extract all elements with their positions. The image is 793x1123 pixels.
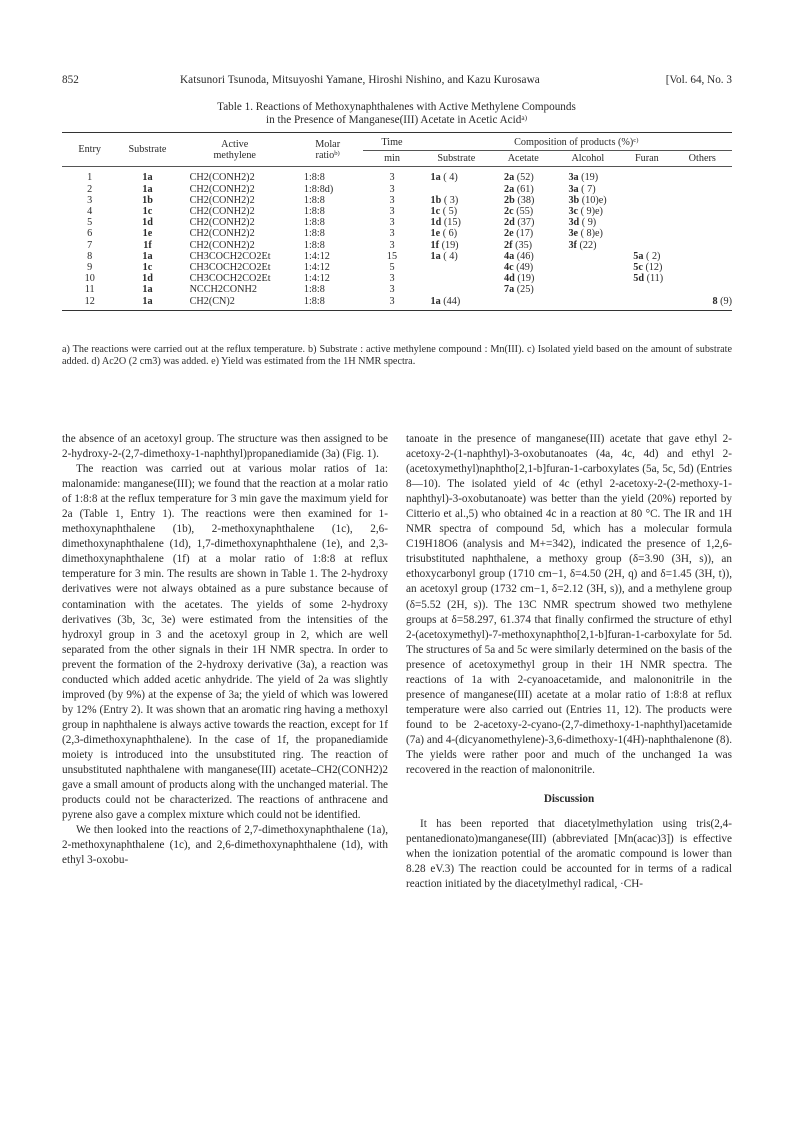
- cell-time: 3: [389, 284, 395, 296]
- cell-entry: 2: [87, 183, 93, 195]
- recovered-substrate-percent: (15): [443, 217, 461, 229]
- acetate-compound: 4d: [504, 273, 515, 285]
- cell-others: [673, 195, 732, 206]
- cell-time: 3: [389, 172, 395, 184]
- header-sub-alcohol: Alcohol: [554, 151, 621, 167]
- cell-furan: [621, 296, 672, 311]
- acetate-percent: (49): [516, 262, 534, 274]
- cell-time: 3: [389, 194, 395, 206]
- cell-alcohol: [554, 167, 621, 184]
- alcohol-compound: 3a: [568, 183, 579, 195]
- table-row: [62, 217, 732, 228]
- header-molar-ratio-l2: [292, 150, 364, 161]
- acetate-compound: 2b: [504, 194, 515, 206]
- recovered-substrate-percent: ( 4): [443, 250, 458, 262]
- cell-molar-ratio: 1:4:12: [303, 250, 330, 262]
- cell-alcohol: [554, 240, 621, 251]
- cell-active-methylene: CH2(CONH2)2: [189, 183, 255, 195]
- substrate-compound: 1b: [142, 194, 153, 206]
- recovered-substrate-compound: 1a: [430, 295, 441, 307]
- cell-others: [673, 284, 732, 295]
- cell-time: 3: [389, 273, 395, 285]
- substrate-compound: 1a: [142, 250, 153, 262]
- header-composition: [421, 133, 732, 151]
- cell-active-methylene: CH2(CN)2: [178, 296, 292, 311]
- cell-substrate: [117, 167, 177, 184]
- cell-acetate: [492, 195, 554, 206]
- acetate-percent: (25): [516, 284, 534, 296]
- recovered-substrate-percent: (44): [443, 295, 461, 307]
- alcohol-percent: (19): [581, 172, 599, 184]
- header-molar-ratio: [292, 133, 364, 167]
- recovered-substrate-percent: (19): [441, 239, 459, 251]
- cell-time: 3: [389, 239, 395, 251]
- alcohol-compound: 3b: [568, 194, 580, 206]
- cell-recovered-substrate: [421, 240, 493, 251]
- cell-molar-ratio: 1:8:8: [303, 239, 325, 251]
- cell-acetate: [492, 251, 554, 262]
- table-caption-line2-text: in the Presence of Manganese(III) Acetate in Acetic Acid: [266, 114, 522, 126]
- alcohol-percent: ( 8)e): [580, 228, 603, 240]
- cell-recovered-substrate: [421, 195, 493, 206]
- header-composition-sup: c): [633, 137, 639, 144]
- acetate-compound: 2e: [504, 228, 514, 240]
- table-footnotes: a) The reactions were carried out at the reflux temperature. b) Substrate : active methylene compound : Mn(III). c) Isolated yield based on the amount of substrate added. d) Ac2O (2 cm3) was added. e) Yield was estimated from the 1H NMR spectra.: [62, 344, 732, 367]
- cell-active-methylene: CH3COCH2CO2Et: [189, 262, 271, 274]
- table-row: [62, 251, 732, 262]
- cell-molar-ratio: 1:8:8: [292, 296, 364, 311]
- cell-furan: [621, 284, 672, 295]
- recovered-substrate-compound: 1e: [430, 228, 441, 240]
- header-sub-substrate: Substrate: [421, 151, 493, 167]
- cell-acetate: [492, 217, 554, 228]
- alcohol-percent: (10)e): [581, 194, 607, 206]
- cell-alcohol: [554, 228, 621, 239]
- header-time: Time: [363, 133, 420, 151]
- cell-recovered-substrate: [421, 251, 493, 262]
- header-authors: Katsunori Tsunoda, Mitsuyoshi Yamane, Hiroshi Nishino, and Kazu Kurosawa: [180, 74, 540, 86]
- cell-alcohol: [554, 251, 621, 262]
- alcohol-compound: 3e: [568, 228, 579, 240]
- left-paragraph-2: The reaction was carried out at various molar ratios of 1a: malonamide: manganese(III); we found that the reaction at a molar ratio of 1:8:8 at the reflux temperature for 3 min gave the maximum yield for 2a (Table 1, Entry 1). The reactions were then examined for 1-methoxynaphthalene (1b), 2-methoxynaphthalene (1c), 2,6-dimethoxynaphthalene (1d), 1,7-dimethoxynaphthalene (1e), and 2,3-dimethoxynaphthalene (1f) at a molar ratio of 1:8:8 at reflux temperature for 3 min. The results are shown in Table 1. The 2-hydroxy derivatives were not always obtained as a pure substance because of contamination with the acetates. The yields of some 2-hydroxy derivatives (3b, 3c, 3e) were estimated from the intensities of the hydroxyl group in 3 and the acetoxyl group in 2, which are well separated from the other signals in their 1H NMR spectra. In order to prevent the formation of the 2-hydroxy derivative (3a), a reaction was conducted which added acetic anhydride. The yield of 2a was slightly improved (by 9%) at the expense of 3a; the yield of which was lowered by 12% (Entry 2). It was shown that an aromatic ring having a methoxyl group in naphthalene is always active towards the reaction, except for 1f (2,3-dimethoxynaphthalene). In the case of 1f, the propanediamide moiety is introduced into the unsubstituted ring. The reaction of unsubstituted naphthalene with manganese(III) acetate–CH2(CONH2)2 gave a small amount of products along with the unchanged material. The products could not be characterized. The reactions of anthracene and pyrene also gave a complex mixture which could not be identified.: [62, 463, 388, 822]
- acetate-percent: (17): [516, 228, 534, 240]
- cell-recovered-substrate: [421, 228, 493, 239]
- cell-entry: 4: [87, 206, 93, 218]
- running-header: [62, 74, 732, 90]
- cell-furan: [621, 251, 672, 262]
- cell-active-methylene: CH3COCH2CO2Et: [189, 250, 271, 262]
- cell-recovered-substrate: [421, 262, 493, 273]
- header-composition-text: Composition of products (%): [514, 137, 634, 148]
- cell-molar-ratio: 1:8:8: [303, 206, 325, 218]
- cell-entry: 11: [84, 284, 95, 296]
- header-volume: [Vol. 64, No. 3: [665, 74, 732, 86]
- table-row: [62, 240, 732, 251]
- cell-acetate: [492, 240, 554, 251]
- cell-furan: [621, 240, 672, 251]
- cell-acetate: [492, 206, 554, 217]
- cell-entry: 3: [87, 194, 93, 206]
- cell-recovered-substrate: [421, 296, 493, 311]
- left-paragraph-1: the absence of an acetoxyl group. The structure was then assigned to be 2-hydroxy-2-(2,7-dimethoxy-1-naphthyl)propanediamide (3a) (Fig. 1).: [62, 433, 388, 461]
- cell-time: 3: [389, 183, 395, 195]
- cell-others: [673, 184, 732, 195]
- substrate-compound: 1a: [142, 284, 153, 296]
- cell-substrate: [117, 273, 177, 284]
- cell-others: [673, 228, 732, 239]
- cell-alcohol: [554, 284, 621, 295]
- cell-active-methylene: CH2(CONH2)2: [189, 206, 255, 218]
- header-molar-ratio-l1: Molar: [315, 138, 341, 150]
- furan-compound: 5c: [633, 262, 643, 274]
- acetate-percent: (38): [517, 194, 535, 206]
- cell-others: [673, 240, 732, 251]
- alcohol-compound: 3d: [568, 217, 580, 229]
- cell-recovered-substrate: [421, 284, 493, 295]
- recovered-substrate-compound: 1c: [430, 206, 441, 218]
- cell-time: 15: [386, 250, 398, 262]
- cell-active-methylene: CH2(CONH2)2: [189, 194, 255, 206]
- table-row: [62, 228, 732, 239]
- header-active-methylene: [178, 133, 292, 167]
- cell-time: 5: [389, 262, 395, 274]
- cell-recovered-substrate: [421, 167, 493, 184]
- cell-furan: [621, 262, 672, 273]
- cell-acetate: [492, 273, 554, 284]
- acetate-percent: (52): [516, 172, 534, 184]
- cell-alcohol: [554, 195, 621, 206]
- cell-substrate: [117, 284, 177, 295]
- cell-entry: 7: [87, 239, 93, 251]
- alcohol-percent: (22): [579, 239, 597, 251]
- cell-substrate: [117, 251, 177, 262]
- cell-substrate: [117, 184, 177, 195]
- header-sub-furan: Furan: [621, 151, 672, 167]
- alcohol-percent: ( 9)e): [580, 206, 603, 218]
- furan-percent: (11): [646, 273, 664, 285]
- header-sub-acetate: Acetate: [492, 151, 554, 167]
- header-sub-others: Others: [673, 151, 732, 167]
- cell-acetate: [492, 167, 554, 184]
- cell-others: [673, 217, 732, 228]
- cell-active-methylene: CH2(CONH2)2: [189, 228, 255, 240]
- cell-substrate: [117, 217, 177, 228]
- cell-alcohol: [554, 273, 621, 284]
- cell-active-methylene: CH3COCH2CO2Et: [189, 273, 271, 285]
- cell-recovered-substrate: [421, 217, 493, 228]
- table-caption-line2: [0, 114, 793, 127]
- substrate-compound: 1c: [142, 262, 153, 274]
- table-row: [62, 284, 732, 295]
- acetate-compound: 2a: [504, 172, 515, 184]
- cell-acetate: [492, 228, 554, 239]
- table-caption-line1: Table 1. Reactions of Methoxynaphthalenes with Active Methylene Compounds: [217, 101, 576, 113]
- acetate-compound: 4a: [504, 250, 515, 262]
- header-molar-ratio-l2-text: ratio: [315, 149, 335, 161]
- substrate-compound: 1a: [142, 295, 153, 307]
- alcohol-compound: 3c: [568, 206, 579, 218]
- cell-substrate: [117, 262, 177, 273]
- recovered-substrate-compound: 1a: [430, 172, 441, 184]
- cell-recovered-substrate: [421, 184, 493, 195]
- cell-others: [673, 167, 732, 184]
- others-percent: (9): [720, 295, 732, 307]
- recovered-substrate-percent: ( 4): [443, 172, 458, 184]
- cell-substrate: [117, 228, 177, 239]
- furan-percent: ( 2): [646, 250, 661, 262]
- cell-active-methylene: CH2(CONH2)2: [189, 217, 255, 229]
- table-row: [62, 273, 732, 284]
- furan-compound: 5d: [633, 273, 645, 285]
- furan-compound: 5a: [633, 250, 644, 262]
- alcohol-percent: ( 7): [581, 183, 596, 195]
- cell-molar-ratio: 1:8:8d): [303, 183, 334, 195]
- table-row: [62, 262, 732, 273]
- cell-acetate: [492, 284, 554, 295]
- others-compound: 8: [712, 295, 718, 307]
- table-row: [62, 296, 732, 311]
- substrate-compound: 1a: [142, 172, 153, 184]
- acetate-compound: 2d: [504, 217, 515, 229]
- acetate-percent: (35): [515, 239, 533, 251]
- cell-others: [673, 206, 732, 217]
- cell-recovered-substrate: [421, 273, 493, 284]
- results-table: [62, 132, 732, 311]
- cell-recovered-substrate: [421, 206, 493, 217]
- recovered-substrate-compound: 1b: [430, 194, 442, 206]
- cell-substrate: [117, 240, 177, 251]
- acetate-compound: 2c: [504, 206, 514, 218]
- cell-furan: [621, 167, 672, 184]
- left-column: [62, 432, 388, 868]
- acetate-percent: (19): [517, 273, 535, 285]
- cell-substrate: [117, 206, 177, 217]
- substrate-compound: 1d: [142, 217, 153, 229]
- cell-entry: 1: [87, 172, 93, 184]
- cell-time: 3: [363, 296, 420, 311]
- acetate-percent: (61): [516, 183, 534, 195]
- cell-furan: [621, 184, 672, 195]
- cell-time: 3: [389, 206, 395, 218]
- table-body: [62, 167, 732, 310]
- cell-substrate: [117, 296, 177, 311]
- acetate-percent: (55): [516, 206, 534, 218]
- section-title-discussion: Discussion: [543, 793, 595, 806]
- cell-molar-ratio: 1:8:8: [303, 172, 325, 184]
- recovered-substrate-percent: ( 3): [443, 194, 459, 206]
- alcohol-compound: 3f: [568, 239, 577, 251]
- substrate-compound: 1c: [142, 206, 153, 218]
- cell-alcohol: [554, 184, 621, 195]
- furan-percent: (12): [645, 262, 663, 274]
- acetate-compound: 2f: [504, 239, 513, 251]
- recovered-substrate-compound: 1f: [430, 239, 440, 251]
- acetate-compound: 4c: [504, 262, 514, 274]
- cell-furan: [621, 195, 672, 206]
- right-column: [406, 432, 732, 892]
- cell-acetate: [492, 296, 554, 311]
- substrate-compound: 1a: [142, 183, 153, 195]
- substrate-compound: 1e: [142, 228, 153, 240]
- cell-active-methylene: CH2(CONH2)2: [189, 172, 255, 184]
- cell-others: [673, 251, 732, 262]
- cell-entry: 8: [87, 250, 93, 262]
- recovered-substrate-compound: 1a: [430, 250, 441, 262]
- cell-active-methylene: CH2(CONH2)2: [189, 239, 255, 251]
- cell-molar-ratio: 1:4:12: [303, 262, 330, 274]
- right-paragraph-2: It has been reported that diacetylmethylation using tris(2,4-pentanedionato)manganese(III) (abbreviated [Mn(acac)3]) is effective when the ionization potential of the aromatic compound is lower than 8.28 eV.3) The reaction could be accounted for in terms of a radical reaction initiated by the diacetylmethyl radical, ·CH-: [406, 818, 732, 891]
- header-substrate: Substrate: [117, 133, 177, 167]
- cell-active-methylene: NCCH2CONH2: [189, 284, 257, 296]
- cell-time: 3: [389, 217, 395, 229]
- table-row: [62, 184, 732, 195]
- cell-molar-ratio: 1:8:8: [303, 228, 325, 240]
- header-entry: Entry: [62, 133, 117, 167]
- table-caption: [0, 101, 793, 127]
- cell-alcohol: [554, 296, 621, 311]
- cell-furan: [621, 206, 672, 217]
- substrate-compound: 1f: [143, 239, 152, 251]
- table-row: [62, 195, 732, 206]
- cell-entry: 10: [84, 273, 95, 285]
- cell-entry: 12: [62, 296, 117, 311]
- acetate-compound: 7a: [504, 284, 515, 296]
- cell-entry: 6: [87, 228, 93, 240]
- left-paragraph-3: We then looked into the reactions of 2,7-dimethoxynaphthalene (1a), 2-methoxynaphthalene (1c), and 2,6-dimethoxynaphthalene (1d), with ethyl 3-oxobu-: [62, 824, 388, 867]
- caption-footnote-mark: a): [521, 114, 527, 122]
- cell-others: [673, 262, 732, 273]
- recovered-substrate-compound: 1d: [430, 217, 442, 229]
- recovered-substrate-percent: ( 5): [442, 206, 458, 218]
- cell-alcohol: [554, 262, 621, 273]
- table-row: [62, 167, 732, 184]
- cell-molar-ratio: 1:8:8: [303, 217, 325, 229]
- cell-furan: [621, 228, 672, 239]
- cell-time: 3: [389, 228, 395, 240]
- cell-molar-ratio: 1:8:8: [303, 194, 325, 206]
- cell-furan: [621, 217, 672, 228]
- substrate-compound: 1d: [142, 273, 153, 285]
- cell-molar-ratio: 1:4:12: [303, 273, 330, 285]
- cell-alcohol: [554, 217, 621, 228]
- header-time-unit: min: [363, 151, 420, 167]
- cell-entry: 5: [87, 217, 93, 229]
- page-number: 852: [62, 74, 79, 86]
- recovered-substrate-percent: ( 6): [442, 228, 458, 240]
- cell-furan: [621, 273, 672, 284]
- header-active-methylene-l1: Active: [221, 138, 249, 150]
- alcohol-percent: ( 9): [581, 217, 597, 229]
- cell-others: [673, 296, 732, 311]
- right-paragraph-1: tanoate in the presence of manganese(III) acetate that gave ethyl 2-acetoxy-2-(1-naphthyl)-3-oxobutanoates (4a, 4c, 4d) and ethyl 2-(acetoxymethyl)naphtho[2,1-b]furan-1-carboxylates (5a, 5c, 5d) (Entries 8—10). The isolated yield of 4c (ethyl 2-acetoxy-2-(2-methoxy-1-naphthyl)-3-oxobutanoate) was better than the yield (20%) reported by Citterio et al.,5) who obtained 4c in a reaction at 80 °C. The IR and 1H NMR spectra of compound 5d, which has a molecular formula C19H18O6 (analysis and M+=342), indicated the presence of 1,2,6-trisubstituted naphthalene, a methoxy group (δ=3.90 (3H, s)), an ethoxycarbonyl group (1710 cm−1, δ=4.50 (2H, q) and δ=1.45 (3H, t)), an acetoxyl group (1732 cm−1, δ=2.12 (3H, s)), and a methylene group (δ=5.52 (2H, s)). The 13C NMR spectrum showed two methylene groups at δ=58.297, 61.374 that finally confirmed the structure of ethyl 2-(acetoxymethyl)-7-methoxynaphtho[2,1-b]furan-1-carboxylate for 5d. The structures of 5a and 5c were similarly determined on the basis of the presence of acetoxymethyl group in their 1H NMR spectra. The reactions of 1a with 2-cyanoacetamide, and malononitrile in the presence of manganese(III) acetate at a molar ratio of 1:8:8 at reflux temperature were also carried out (Entries 11, 12). The products were found to be 2-acetoxy-2-cyano-(2,7-dimethoxy-1-naphthyl)acetamide (7a) and 4-(dicyanomethylene)-3,6-dimethoxy-1(4H)-naphthalenone (8). The yields were rather poor and much of the unchanged 1a was recovered in the reaction of malononitrile.: [406, 433, 732, 777]
- table-row: [62, 206, 732, 217]
- header-active-methylene-l2: methylene: [213, 149, 256, 161]
- cell-others: [673, 273, 732, 284]
- cell-acetate: [492, 184, 554, 195]
- header-molar-ratio-sup: b): [334, 149, 340, 157]
- acetate-compound: 2a: [504, 183, 515, 195]
- cell-alcohol: [554, 206, 621, 217]
- acetate-percent: (46): [516, 250, 534, 262]
- alcohol-compound: 3a: [568, 172, 579, 184]
- acetate-percent: (37): [517, 217, 535, 229]
- cell-substrate: [117, 195, 177, 206]
- cell-entry: 9: [87, 262, 93, 274]
- cell-molar-ratio: 1:8:8: [303, 284, 325, 296]
- cell-acetate: [492, 262, 554, 273]
